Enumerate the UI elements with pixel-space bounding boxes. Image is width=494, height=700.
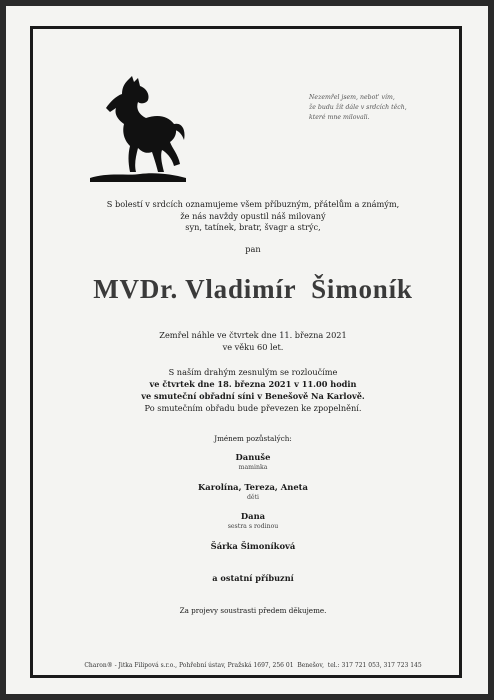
intro-line: že nás navždy opustil náš milovaný — [180, 210, 326, 221]
quote-line: že budu žít dále v srdcích těch, — [309, 104, 407, 111]
farewell-line: S naším drahým zesnulým se rozloučíme — [168, 367, 338, 377]
funeral-home-footer: Charon® - Jitka Filipová s.r.o., Pohřební ústav, Pražská 1697, 256 01 Benešov, tel.: 317 721 053, 317 723 145 — [84, 662, 422, 669]
quote-line: Nezemřel jsem, nebot' vím, — [309, 94, 395, 101]
farewell-place: ve smuteční obřadní síni v Benešově Na Karlově. — [141, 391, 365, 401]
mourner — [6, 541, 494, 551]
quote-block — [309, 93, 439, 123]
mourner-relation: maminka — [238, 464, 268, 471]
mourner — [6, 511, 494, 530]
intro-line: S bolestí v srdcích oznamujeme všem příbuzným, přátelům a známým, — [106, 199, 400, 209]
mourner-name: Karolína, Tereza, Aneta — [198, 482, 308, 492]
mourner-name: Danuše — [235, 452, 271, 462]
intro-line: syn, tatínek, bratr, švagr a strýc, — [185, 222, 321, 232]
horse-silhouette-icon — [88, 74, 188, 186]
thanks-line: Za projevy soustrasti předem děkujeme. — [179, 606, 327, 615]
death-line: Zemřel náhle ve čtvrtek dne 11. března 2021 — [159, 330, 347, 340]
farewell-date: ve čtvrtek dne 18. března 2021 v 11.00 hodin — [149, 379, 357, 389]
deceased-name: MVDr. Vladimír Šimoník — [93, 274, 413, 304]
mourner-name: Dana — [240, 511, 266, 521]
death-notice — [6, 329, 494, 353]
mourner — [6, 482, 494, 501]
funeral-details — [6, 366, 494, 414]
mourner-relation: sestra s rodinou — [227, 523, 279, 530]
mourner-name: Šárka Šimoníková — [210, 541, 296, 551]
quote-line: které mne milovali. — [309, 114, 370, 121]
farewell-line: Po smutečním obřadu bude převezen ke zpopelnění. — [144, 403, 362, 413]
intro-text — [6, 199, 494, 234]
mourner — [6, 452, 494, 471]
mourner-relation: děti — [246, 494, 260, 501]
honorific: pan — [245, 244, 261, 254]
death-line: ve věku 60 let. — [222, 342, 284, 352]
other-relatives: a ostatní příbuzní — [212, 573, 294, 583]
mourners-label: Jménem pozůstalých: — [214, 434, 292, 443]
obituary-paper — [6, 6, 488, 694]
